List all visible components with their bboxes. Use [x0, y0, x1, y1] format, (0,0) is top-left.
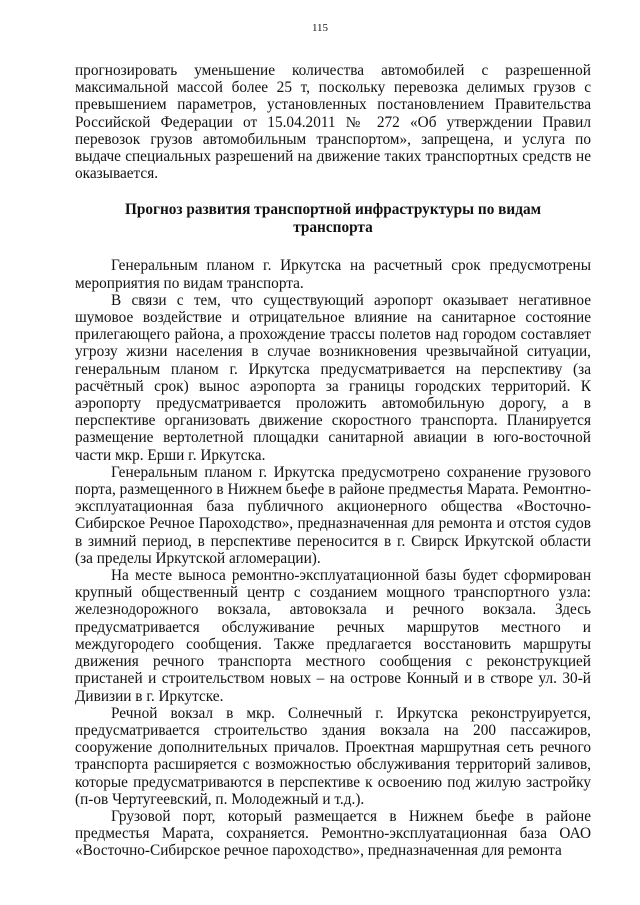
paragraph-cargo-port: Генеральным планом г. Иркутска предусмотрено сохранение грузового порта, размещенного в Нижнем бьефе в районе предместья Марата. Ремонтно-эксплуатационная база публичного акционерного общества «Восточно-Сибирское Речное Пароходство», предназначенная для ремонта и отстоя судов в зимний период, в перспективе переносится в г. Свирск Иркутской области (за пределы Иркутской агломерации).	[75, 463, 591, 567]
paragraph-airport: В связи с тем, что существующий аэропорт оказывает негативное шумовое воздействие и отрицательное влияние на санитарное состояние прилегающего района, а прохождение трассы полетов над городом составляет угрозу жизни населения в случае возникновения чрезвычайной ситуации, генеральным планом г. Иркутска предусматривается на перспективу (за расчётный срок) вынос аэропорта за границы городских территорий. К аэропорту предусматривается проложить автомобильную дорогу, а в перспективе организовать движение скоростного транспорта. Планируется размещение вертолетной площадки санитарной авиации в юго-восточной части мкр. Ерши г. Иркутска.	[75, 291, 591, 464]
paragraph-general-plan: Генеральным планом г. Иркутска на расчетный срок предусмотрены мероприятия по видам транспорта.	[75, 257, 591, 292]
paragraph-port-preserved: Грузовой порт, который размещается в Нижнем бьефе в районе предместья Марата, сохраняется. Ремонтно-эксплуатационная база ОАО «Восточно-Сибирское речное пароходство», предназначенная для ремонта	[75, 807, 591, 860]
page-number: 115	[311, 22, 329, 34]
paragraph-continuation: прогнозировать уменьшение количества автомобилей с разрешенной максимальной массой более 25 т, поскольку перевозка делимых грузов с превышением параметров, установленных постановлением Правительства Российской Федерации от 15.04.2011 № 272 «Об утверждении Правил перевозок грузов автомобильным транспортом», запрещена, и услуга по выдаче специальных разрешений на движение таких транспортных средств не оказывается.	[75, 62, 591, 183]
section-heading: Прогноз развития транспортной инфраструктуры по видам транспорта	[124, 201, 542, 237]
paragraph-river-station: Речной вокзал в мкр. Солнечный г. Иркутска реконструируется, предусматривается строительство здания вокзала на 200 пассажиров, сооружение дополнительных причалов. Проектная маршрутная сеть речного транспорта расширяется с возможностью обслуживания территорий заливов, которые предусматриваются в перспективе к освоению под жилую застройку (п-ов Чертугеевский, п. Молодежный и т.д.).	[75, 704, 591, 808]
document-body	[75, 62, 591, 860]
paragraph-transport-hub: На месте выноса ремонтно-эксплуатационной базы будет сформирован крупный общественный центр с созданием мощного транспортного узла: железнодорожного вокзала, автовокзала и речного вокзала. Здесь предусматривается обслуживание речных маршрутов местного и междугородего сообщения. Также предлагается восстановить маршруты движения речного транспорта местного сообщения с реконструкцией пристаней и строительством новых – на острове Конный и в створе ул. 30-й Дивизии в г. Иркутске.	[75, 567, 591, 705]
